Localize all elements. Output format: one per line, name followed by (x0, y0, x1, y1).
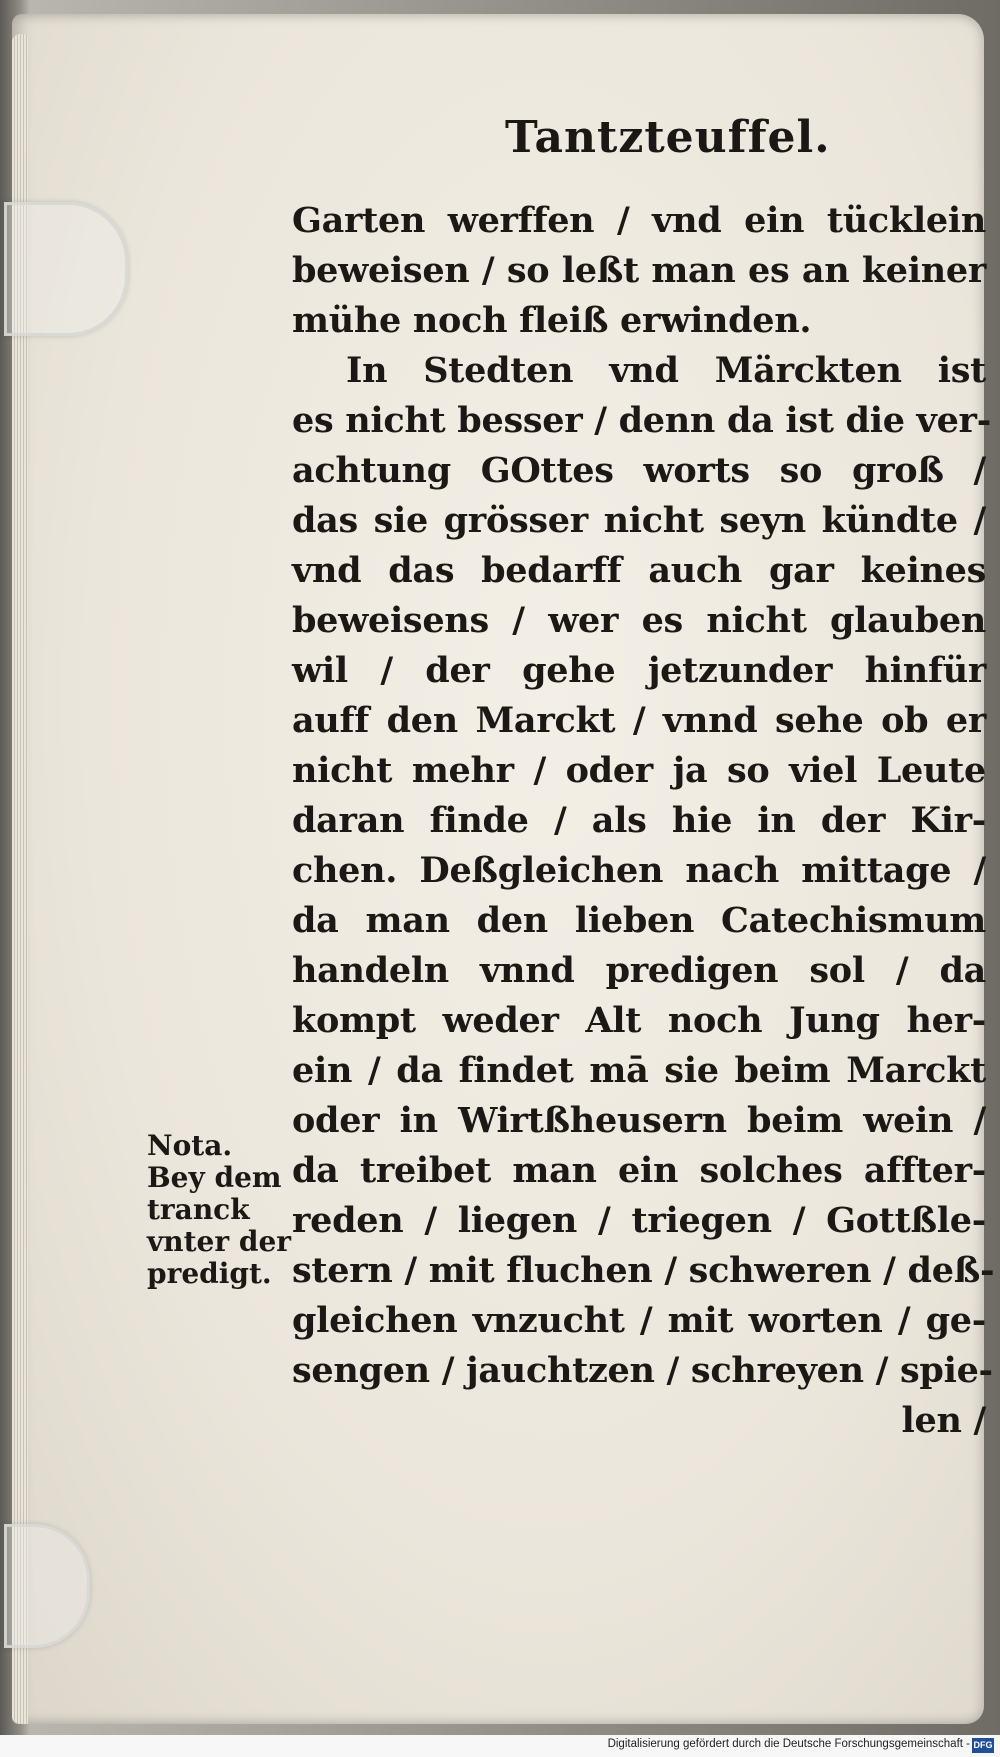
text-line: reden / liegen / triegen / Gottßle- (292, 1200, 986, 1241)
text-line: da man den lieben Catechismum (292, 900, 986, 941)
text-line: stern / mit fluchen / schweren / deß- (292, 1250, 995, 1291)
marginal-line: tranck (147, 1193, 250, 1226)
marginal-line: Nota. (147, 1129, 233, 1162)
text-line: auff den Marckt / vnnd sehe ob er (292, 700, 986, 741)
dfg-logo-icon: DFG (972, 1738, 994, 1753)
text-line: beweisens / wer es nicht glauben (292, 600, 986, 641)
text-line: beweisen / so leßt man es an keiner (292, 250, 986, 291)
marginal-line: predigt. (147, 1257, 272, 1290)
marginal-line: vnter der (147, 1225, 292, 1258)
text-line: gleichen vnzucht / mit worten / ge- (292, 1300, 986, 1341)
text-line: vnd das bedarff auch gar keines (292, 550, 986, 591)
footer-credit: Digitalisierung gefördert durch die Deutsche Forschungsgemeinschaft - (607, 1738, 970, 1750)
text-line: sengen / jauchtzen / schreyen / spie- (292, 1350, 993, 1391)
text-line: es nicht besser / denn da ist die ver- (292, 400, 991, 441)
text-line: achtung GOttes worts so groß / (292, 450, 986, 491)
footer-bar (0, 1735, 1000, 1757)
marginal-note (147, 1130, 291, 1290)
text-line: kompt weder Alt noch Jung her- (292, 1000, 986, 1041)
text-line: daran finde / als hie in der Kir- (292, 800, 986, 841)
body-text (292, 196, 995, 1446)
text-line: len / (901, 1400, 986, 1441)
text-line: wil / der gehe jetzunder hinfür (292, 650, 986, 691)
text-line: ein / da findet mā sie beim Marckt (292, 1050, 986, 1091)
page-clip-bottom (4, 1524, 90, 1648)
text-line: da treibet man ein solches affter- (292, 1150, 986, 1191)
text-line: nicht mehr / oder ja so viel Leute (292, 750, 986, 791)
text-line: mühe noch fleiß erwinden. (292, 300, 812, 341)
text-line: das sie grösser nicht seyn kündte / (292, 500, 986, 541)
text-line: chen. Deßgleichen nach mittage / (292, 850, 986, 891)
text-line: Garten werffen / vnd ein tücklein (292, 200, 986, 241)
marginal-line: Bey dem (147, 1161, 282, 1194)
page-clip-top (4, 202, 128, 336)
running-head: Tantzteuffel. (505, 112, 831, 163)
text-line: handeln vnnd predigen sol / da (292, 950, 986, 991)
text-line: In Stedten vnd Märckten ist (346, 350, 986, 391)
text-line: oder in Wirtßheusern beim wein / (292, 1100, 986, 1141)
